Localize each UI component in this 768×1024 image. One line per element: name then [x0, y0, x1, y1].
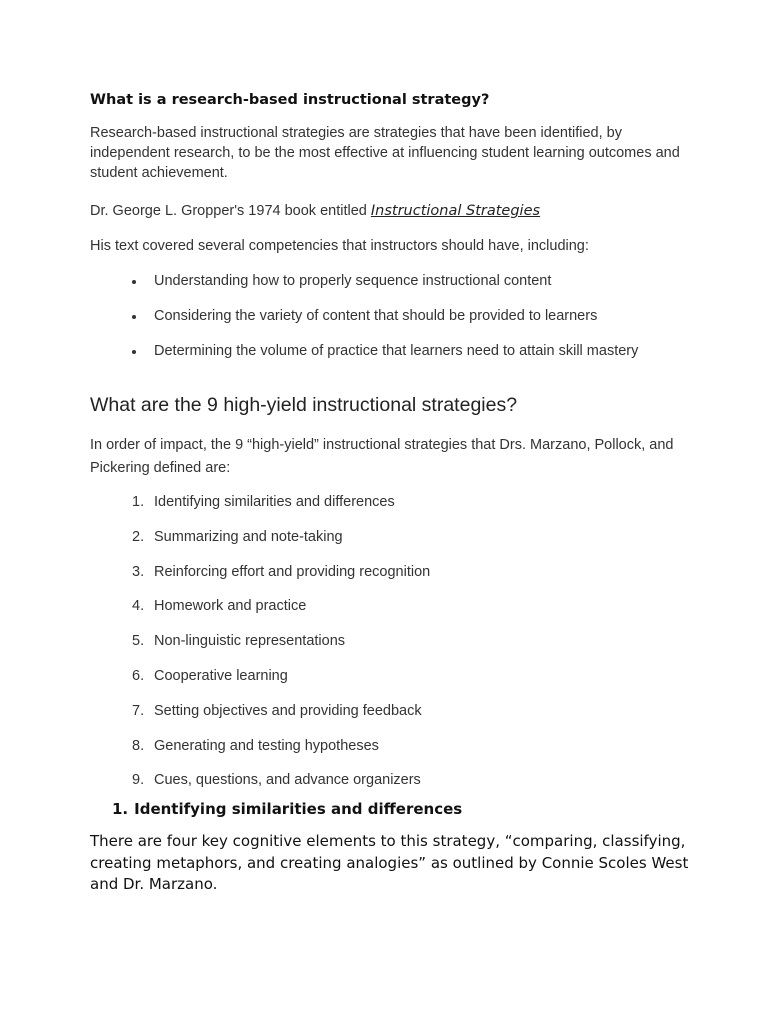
- bullet-icon: [132, 280, 136, 284]
- section-heading-research-based: What is a research-based instructional strategy?: [90, 92, 490, 108]
- book-title-link[interactable]: Instructional Strategies: [370, 203, 541, 219]
- section-heading-high-yield: What are the 9 high-yield instructional strategies?: [90, 394, 518, 416]
- high-yield-intro: In order of impact, the 9 “high-yield” instructional strategies that Drs. Marzano, Pollock, and Pickering defined are:: [90, 437, 674, 476]
- list-item-text: Non-linguistic representations: [154, 633, 346, 650]
- list-number: 8.: [132, 737, 145, 754]
- list-item-text: Setting objectives and providing feedback: [154, 702, 422, 719]
- list-item: [90, 769, 430, 804]
- list-number: 6.: [132, 667, 145, 684]
- list-number: 4.: [132, 598, 145, 615]
- list-item: [90, 491, 430, 526]
- list-item: [90, 561, 430, 596]
- list-item-text: Reinforcing effort and providing recognition: [154, 563, 431, 580]
- list-item: [90, 526, 430, 561]
- list-number: 5.: [132, 633, 145, 650]
- bullet-icon: [132, 315, 136, 319]
- list-item-text: Cooperative learning: [154, 667, 288, 684]
- strategies-list: [90, 491, 430, 804]
- list-item-text: Understanding how to properly sequence instructional content: [154, 273, 552, 289]
- list-item: [90, 595, 430, 630]
- list-item: [90, 340, 638, 375]
- list-number: 2.: [132, 528, 145, 545]
- list-number: 1.: [132, 494, 145, 510]
- list-number: 9.: [132, 772, 145, 789]
- list-item-text: Determining the volume of practice that learners need to attain skill mastery: [154, 343, 639, 359]
- list-item: [90, 630, 430, 665]
- cognitive-elements-paragraph: There are four key cognitive elements to this strategy, “comparing, classifying, creating metaphors, and creating analogies” as outlined by Connie Scoles West and Dr. Marzano.: [90, 832, 689, 893]
- bullet-icon: [132, 350, 136, 354]
- research-definition-paragraph: Research-based instructional strategies are strategies that have been identified, by independent research, to be the most effective at influencing student learning outcomes and student achievement.: [90, 125, 680, 181]
- list-item-text: Summarizing and note-taking: [154, 528, 343, 545]
- list-item: [90, 305, 638, 340]
- list-item-text: Homework and practice: [154, 598, 307, 615]
- subsection-heading-similarities: [112, 800, 462, 818]
- list-number: 3.: [132, 563, 145, 580]
- list-item: [90, 270, 638, 305]
- subsection-heading-text: Identifying similarities and differences: [134, 800, 463, 818]
- list-item: [90, 665, 430, 700]
- subsection-number: 1.: [112, 800, 129, 818]
- list-item: [90, 700, 430, 735]
- list-item-text: Cues, questions, and advance organizers: [154, 772, 421, 789]
- list-item-text: Identifying similarities and differences: [154, 494, 395, 510]
- list-item-text: Considering the variety of content that should be provided to learners: [154, 308, 598, 324]
- competencies-intro: His text covered several competencies that instructors should have, including:: [90, 238, 589, 254]
- book-reference: [90, 201, 540, 221]
- list-item-text: Generating and testing hypotheses: [154, 737, 379, 754]
- book-reference-prefix: Dr. George L. Gropper's 1974 book entitled: [90, 203, 371, 219]
- list-item: [90, 735, 430, 770]
- list-number: 7.: [132, 702, 145, 719]
- competencies-list: [90, 270, 638, 375]
